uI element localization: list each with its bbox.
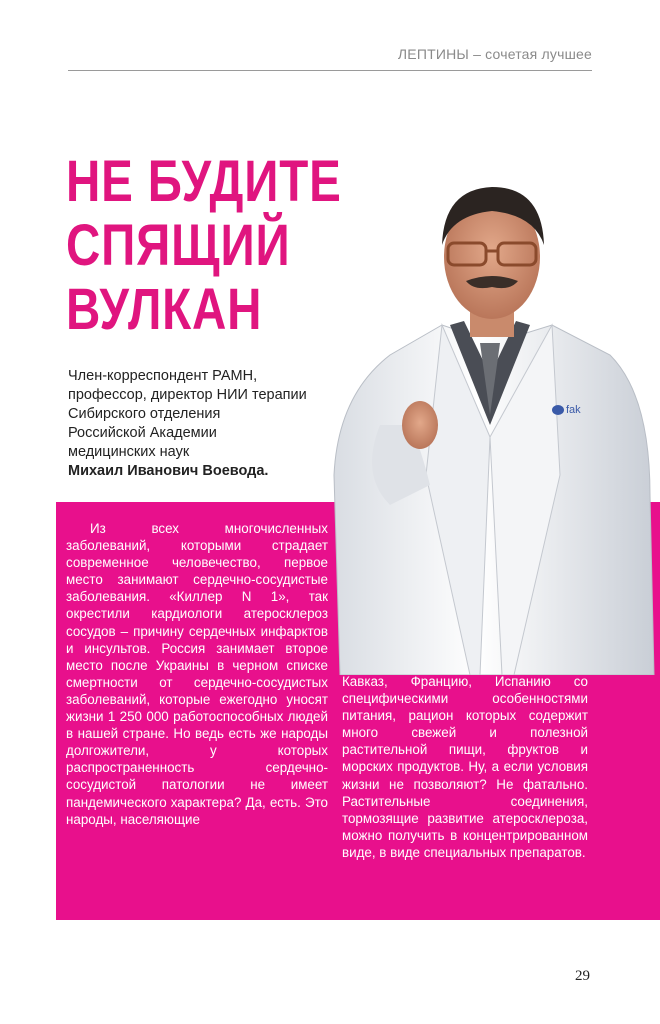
running-title: ЛЕПТИНЫ – сочетая лучшее	[397, 46, 592, 62]
intro-line-1: Член-корреспондент РАМН,	[68, 368, 258, 384]
doctor-photo	[320, 175, 660, 675]
intro-line-5: медицинских наук	[68, 444, 190, 460]
author-name: Михаил Иванович Воевода.	[68, 463, 269, 479]
article-title	[66, 149, 342, 342]
running-header	[68, 44, 592, 71]
article-column-right	[342, 673, 588, 861]
intro-line-2: профессор, директор НИИ терапии	[68, 387, 307, 403]
intro-line-3: Сибирского отделения	[68, 406, 221, 422]
paragraph-left: Из всех многочисленных заболеваний, которыми страдает современное человечество, первое место занимают сердечно-сосудистые заболевания. «Киллер N 1», так окрестили кардиологи атеросклероз сосудов – причину сердечных инфарктов и инсультов. Россия занимает второе место после Украины в черном списке смертности от сердечно-сосудистых заболеваний, которые ежегодно уносят жизни 1 250 000 работоспособных людей в нашей стране. Но ведь есть же народы долгожители, у которых распространенность сердечно-сосудистой патологии не имеет пандемического характера? Да, есть. Это народы, населяющие	[66, 521, 328, 827]
paragraph-right: Кавказ, Францию, Испанию со специфическими особенностями питания, рацион которых содержит много свежей и полезной растительной пищи, фруктов и морских продуктов. Ну, а если условия жизни не позволяют? Не фатально. Растительные соединения, тормозящие развитие атеросклероза, можно получить в концентрированном виде, в виде специальных препаратов.	[342, 674, 588, 860]
title-line-1: НЕ БУДИТЕ	[66, 149, 342, 214]
page-number: 29	[575, 968, 590, 984]
article-column-left	[66, 520, 328, 828]
coat-logo-text: fak	[566, 404, 581, 416]
title-line-3: ВУЛКАН	[66, 277, 263, 342]
title-line-2: СПЯЩИЙ	[66, 213, 291, 278]
intro-line-4: Российской Академии	[68, 425, 217, 441]
